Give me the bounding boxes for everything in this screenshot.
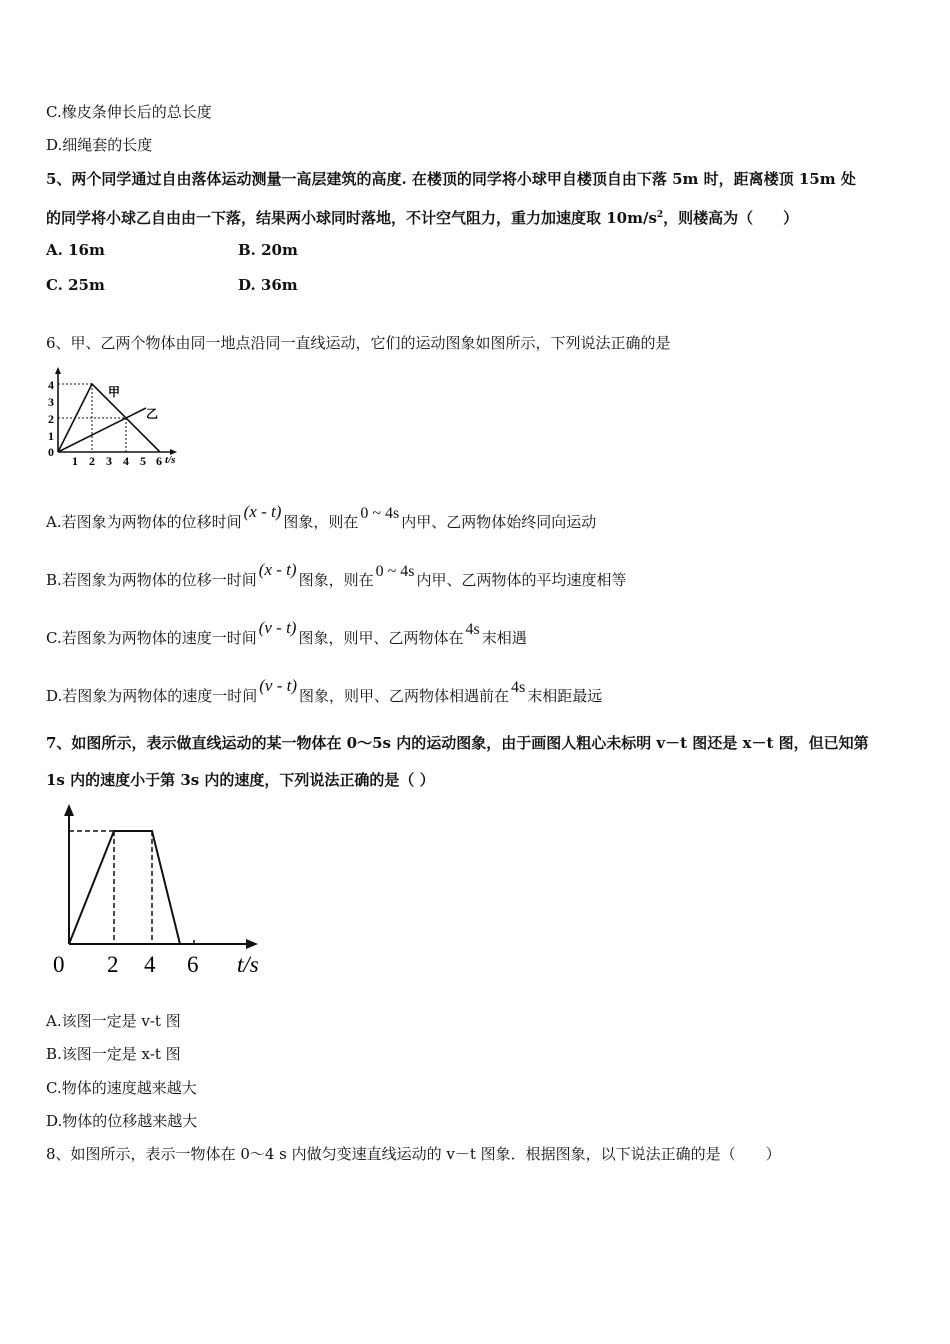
q6-x-tick-2: 2 (89, 454, 95, 468)
q6-c-text2: 图象，则甲、乙两物体在 (298, 629, 464, 647)
q7-x-tick-2: 2 (107, 952, 119, 977)
q7-x-arrow (246, 939, 258, 949)
q6-label-jia: 甲 (108, 385, 121, 399)
q5-stem-line1: 5、两个同学通过自由落体运动测量一高层建筑的高度. 在楼顶的同学将小球甲自楼顶自由下落 5m 时，距离楼顶 15m 处 (46, 170, 856, 188)
q4-option-c: C.橡皮条伸长后的总长度 (46, 103, 212, 121)
q7-stem-line2: 1s 内的速度小于第 3s 内的速度，下列说法正确的是（ ） (46, 771, 435, 789)
q6-d-math2: 4s (511, 679, 526, 696)
q5-option-d: D. 36m (238, 276, 298, 294)
q7-x-tick-4: 4 (144, 952, 156, 977)
q5-option-b: B. 20m (238, 241, 298, 259)
q6-d-math1: (v - t) (259, 676, 298, 695)
q5-stem-sup: 2 (656, 210, 664, 220)
q6-y-tick-4: 4 (48, 378, 54, 392)
q6-option-b (46, 560, 627, 591)
q6-d-text2: 图象，则甲、乙两物体相遇前在 (299, 687, 510, 705)
q6-b-text2: 图象，则在 (298, 571, 374, 589)
q6-x-tick-3: 3 (106, 454, 112, 468)
q6-label-yi: 乙 (146, 407, 159, 421)
q5-stem-line2-b: ，则楼高为（ ） (663, 209, 799, 227)
q6-x-tick-1: 1 (72, 454, 78, 468)
q7-option-b: B.该图一定是 x-t 图 (46, 1045, 181, 1063)
q6-x-tick-5: 5 (140, 454, 146, 468)
q7-curve (69, 831, 180, 944)
q4-option-d: D.细绳套的长度 (46, 136, 153, 154)
q6-x-tick-6: 6 (156, 454, 162, 468)
q6-stem: 6、甲、乙两个物体由同一地点沿同一直线运动，它们的运动图象如图所示，下列说法正确的是 (46, 334, 671, 352)
q7-option-a: A.该图一定是 v-t 图 (46, 1012, 181, 1030)
q6-a-text1: A.若图象为两物体的位移时间 (46, 513, 242, 531)
q6-d-text1: D.若图象为两物体的速度一时间 (46, 687, 258, 705)
q7-stem-line1: 7、如图所示，表示做直线运动的某一物体在 0～5s 内的运动图象，由于画图人粗心未标明 v－t 图还是 x－t 图，但已知第 (46, 734, 869, 752)
q8-stem: 8、如图所示，表示一物体在 0～4 s 内做匀变速直线运动的 v－t 图象．根据图象，以下说法正确的是（ ） (46, 1145, 781, 1163)
q5-option-c: C. 25m (46, 276, 105, 294)
q6-y-tick-2: 2 (48, 412, 54, 426)
q6-option-a (46, 502, 597, 533)
q5-option-a: A. 16m (46, 241, 105, 259)
q6-a-math1: (x - t) (243, 502, 282, 521)
q6-b-text1: B.若图象为两物体的位移一时间 (46, 571, 257, 589)
q6-option-c (46, 618, 527, 649)
q6-graph (44, 366, 189, 468)
q7-option-d: D.物体的位移越来越大 (46, 1112, 198, 1130)
q6-a-text3: 内甲、乙两物体始终同向运动 (401, 513, 597, 531)
q5-stem-line2 (46, 205, 798, 228)
q6-b-math1: (x - t) (258, 560, 297, 579)
q7-y-arrow (64, 804, 74, 816)
q7-graph (44, 802, 269, 980)
q6-y-tick-1: 1 (48, 429, 54, 443)
q7-x-tick-6: 6 (187, 952, 199, 977)
q6-b-text3: 内甲、乙两物体的平均速度相等 (416, 571, 627, 589)
q6-d-text3: 末相距最远 (527, 687, 603, 705)
q6-b-math2: 0 ~ 4s (375, 563, 415, 580)
q6-c-text1: C.若图象为两物体的速度一时间 (46, 629, 257, 647)
q6-c-math2: 4s (465, 621, 480, 638)
q6-y-arrow (55, 367, 61, 374)
q6-option-d (46, 676, 603, 707)
q6-a-text2: 图象，则在 (283, 513, 359, 531)
q6-c-text3: 末相遇 (481, 629, 527, 647)
q7-x-tick-0: 0 (53, 952, 65, 977)
q5-stem-line2-a: 的同学将小球乙自由由一下落，结果两小球同时落地，不计空气阻力，重力加速度取 10m/s (46, 209, 657, 227)
q6-c-math1: (v - t) (258, 618, 297, 637)
q7-x-unit: t/s (237, 952, 259, 977)
q6-origin: 0 (48, 445, 54, 459)
q6-line-yi (58, 408, 146, 452)
q6-y-tick-3: 3 (48, 395, 54, 409)
q6-x-unit: t/s (165, 454, 176, 466)
q6-a-math2: 0 ~ 4s (360, 505, 400, 522)
q6-x-tick-4: 4 (123, 454, 129, 468)
q7-option-c: C.物体的速度越来越大 (46, 1079, 197, 1097)
